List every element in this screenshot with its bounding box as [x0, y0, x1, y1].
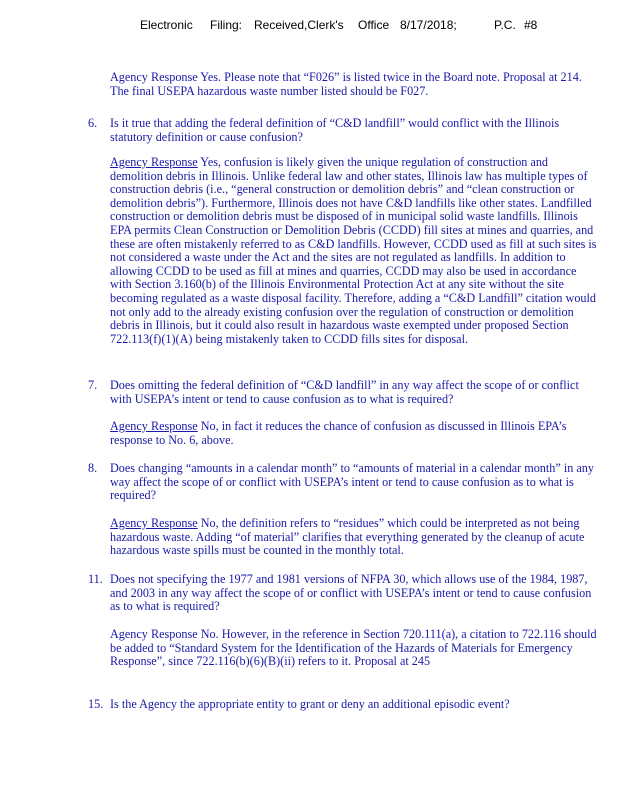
response-text: Yes, confusion is likely given the unique regulation of construction and demolition debris in Illinois. Unlike federal law and other states, Illinois law has multiple types of construction debris (i.e., “general construction or demolition debris” and “clean construction or demolition debris”). Furthermore, Illinois does not have C&D landfills like other states. Landfilled construction or demolition debris must be disposed of in municipal solid waste landfills. Illinois EPA permits Clean Construction or Demolition Debris (CCDD) fill sites at mines and quarries, and these are often mistakenly referred to as C&D landfills. However, CCDD used as fill at such sites is not considered a waste under the Act and the sites are not regulated as landfills. In addition to allowing CCDD to be used as fill at mines and quarries, CCDD may also be used in accordance with Section 3.160(b) of the Illinois Environmental Protection Act at any site without the site becoming regulated as a waste disposal facility. Therefore, adding a “C&D Landfill” citation would not only add to the already existing confusion over the regulation of construction or demolition debris in Illinois, but it could also result in hazardous waste exempted under proposed Section 722.113(f)(1)(A) being mistakenly taken to CCDD fills sites for disposal. — [110, 155, 597, 346]
response-label: Agency Response — [110, 516, 198, 530]
question-7 — [88, 379, 598, 406]
header-received: Received,Clerk's — [254, 18, 344, 32]
response-8 — [110, 517, 600, 558]
question-15 — [88, 698, 598, 712]
response-label: Agency Response — [110, 155, 198, 169]
response-text: No. However, in the reference in Section 720.111(a), a citation to 722.116 should be added to “Standard System for the Identification of the Hazards of Materials for Emergency Response”, since 722.116(b)(6)(B)(ii) refers to it. Proposal at 245 — [110, 627, 597, 669]
response-6 — [110, 156, 600, 346]
response-5 — [110, 71, 600, 98]
response-label: Agency Response — [110, 627, 198, 641]
response-text: No, the definition refers to “residues” which could be interpreted as not being hazardous waste. Adding “of material” clarifies that everything generated by the cleanup of acute hazardous waste spills must be counted in the monthly total. — [110, 516, 585, 558]
header-electronic: Electronic — [140, 18, 193, 32]
header-pc-number: #8 — [524, 18, 538, 32]
question-number: 6. — [88, 116, 98, 130]
header-office: Office — [358, 18, 390, 32]
header-pc: P.C. — [494, 18, 516, 32]
question-8 — [88, 462, 598, 503]
question-text: Does changing “amounts in a calendar month” to “amounts of material in a calendar month” in any way affect the scope of or conflict with USEPA’s intent or tend to cause confusion as to what is required? — [110, 461, 594, 503]
question-text: Is it true that adding the federal definition of “C&D landfill” would conflict with the Illinois statutory definition or cause confusion? — [110, 116, 560, 144]
question-number: 8. — [88, 461, 98, 475]
question-text: Does not specifying the 1977 and 1981 versions of NFPA 30, which allows use of the 1984, 1987, and 2003 in any way affect the scope of or conflict with USEPA’s intent or tend to cause confusion as to what is required? — [110, 572, 592, 614]
question-number: 15. — [88, 697, 104, 711]
response-label: Agency Response — [110, 70, 198, 84]
header-filing: Filing: — [210, 18, 243, 32]
question-text: Does omitting the federal definition of “C&D landfill” in any way affect the scope of or conflict with USEPA’s intent or tend to cause confusion as to what is required? — [110, 378, 579, 406]
question-number: 11. — [88, 572, 103, 586]
response-text: No, in fact it reduces the chance of confusion as discussed in Illinois EPA’s response to No. 6, above. — [110, 419, 567, 447]
question-number: 7. — [88, 378, 98, 392]
question-text: Is the Agency the appropriate entity to grant or deny an additional episodic event? — [110, 697, 510, 711]
question-11 — [88, 573, 598, 614]
response-label: Agency Response — [110, 419, 198, 433]
header-date: 8/17/2018; — [400, 18, 457, 32]
response-text: Yes. Please note that “F026” is listed twice in the Board note. Proposal at 214. The final USEPA hazardous waste number listed should be F027. — [110, 70, 582, 98]
response-7 — [110, 420, 600, 447]
question-6 — [88, 117, 598, 144]
response-11 — [110, 628, 600, 669]
